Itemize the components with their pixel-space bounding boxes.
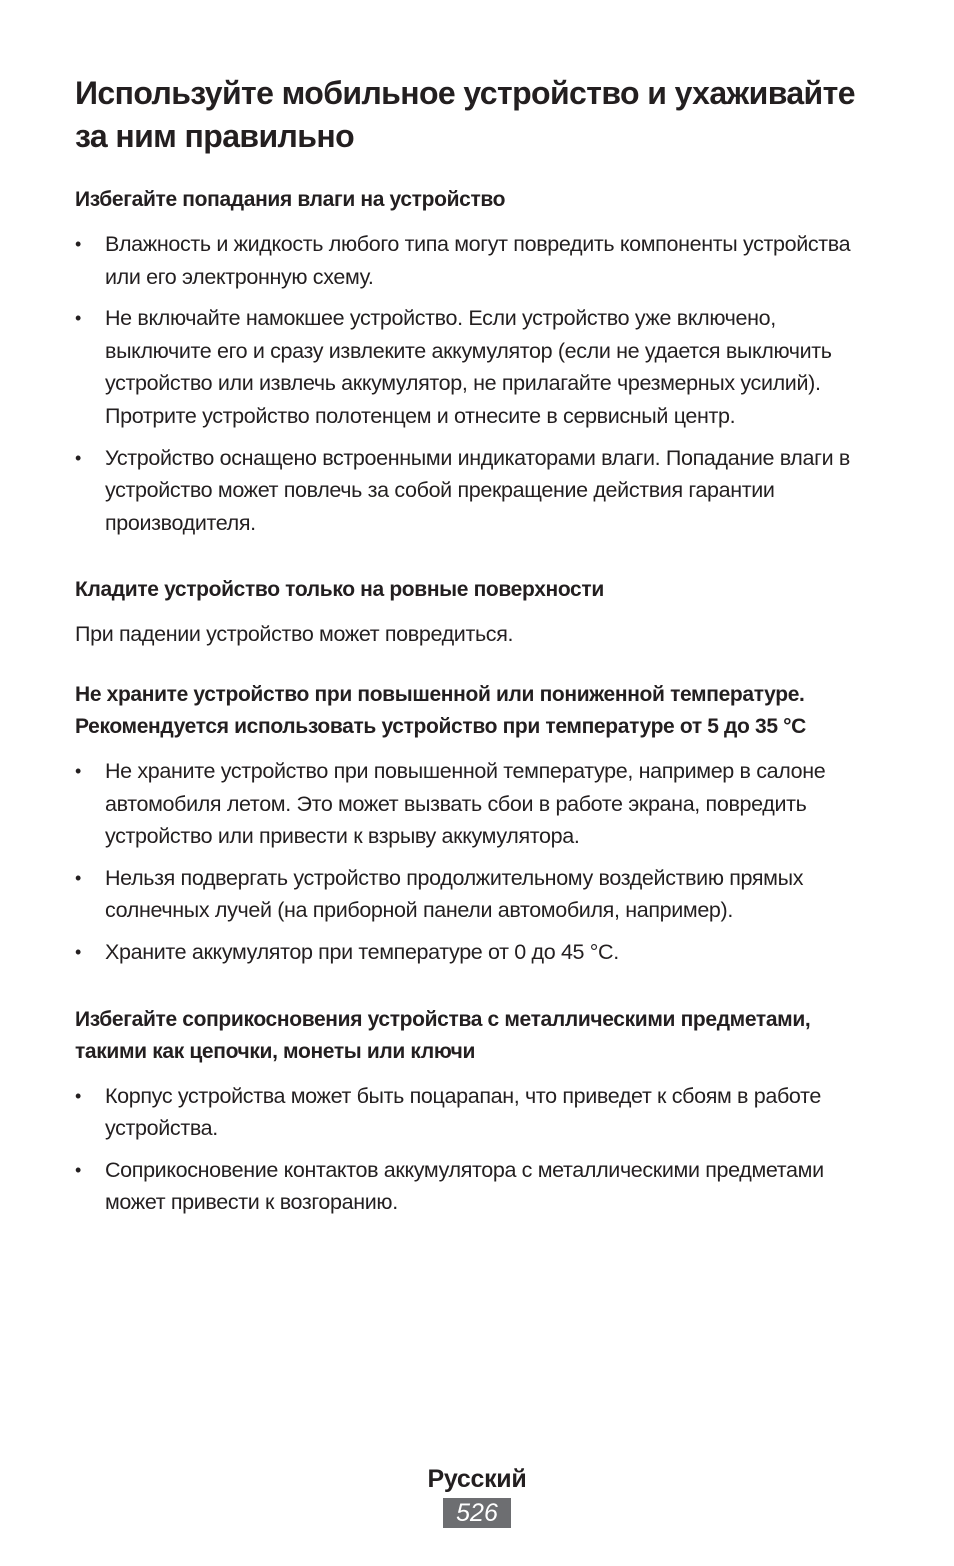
list-item-text: Нельзя подвергать устройство продолжительному воздействию прямых солнечных лучей (на приборной панели автомобиля, например). (105, 865, 804, 923)
list-item (75, 302, 875, 432)
section-flat-surface (75, 574, 875, 651)
bullet-icon: • (75, 308, 81, 329)
section-metal-objects (75, 1004, 875, 1219)
document-page (75, 72, 875, 1228)
bullet-list (75, 1080, 875, 1219)
section-heading: Избегайте попадания влаги на устройство (75, 188, 506, 211)
list-item (75, 1080, 875, 1145)
section-heading: Не храните устройство при повышенной или пониженной температуре. Рекомендуется использовать устройство при температуре от 5 до 35 °C (75, 682, 807, 738)
list-item-text: Не храните устройство при повышенной температуре, например в салоне автомобиля летом. Это может вызвать сбои в работе экрана, повредить устройство или привести к взрыву аккумулятора. (105, 758, 826, 849)
section-text: При падении устройство может повредиться. (75, 622, 514, 647)
list-item (75, 936, 875, 969)
bullet-icon: • (75, 867, 81, 888)
section-temperature (75, 679, 875, 969)
list-item-text: Не включайте намокшее устройство. Если устройство уже включено, выключите его и сразу извлеките аккумулятор (если не удается выключить устройство или извлечь аккумулятор, не прилагайте чрезмерных усилий). Протрите устройство полотенцем и отнесите в сервисный центр. (105, 306, 832, 428)
bullet-icon: • (75, 447, 81, 468)
page-title: Используйте мобильное устройство и ухаживайте за ним правильно (75, 75, 855, 154)
section-moisture (75, 184, 875, 539)
footer-language: Русский (427, 1465, 527, 1493)
section-heading: Кладите устройство только на ровные поверхности (75, 578, 604, 602)
bullet-icon: • (75, 760, 81, 781)
bullet-icon: • (75, 941, 81, 962)
list-item (75, 862, 875, 927)
list-item-text: Корпус устройства может быть поцарапан, что приведет к сбоям в работе устройства. (105, 1083, 821, 1141)
list-item (75, 228, 875, 293)
bullet-list (75, 228, 875, 539)
page-number-badge: 526 (443, 1498, 511, 1528)
list-item-text: Влажность и жидкость любого типа могут повредить компоненты устройства или его электронную схему. (105, 232, 851, 289)
list-item-text: Устройство оснащено встроенными индикаторами влаги. Попадание влаги в устройство может повлечь за собой прекращение действия гарантии производителя. (105, 445, 850, 535)
list-item-text: Соприкосновение контактов аккумулятора с металлическими предметами может привести к возгоранию. (105, 1157, 824, 1215)
list-item (75, 1154, 875, 1219)
bullet-icon: • (75, 1085, 81, 1106)
list-item (75, 755, 875, 853)
bullet-list (75, 755, 875, 969)
section-heading: Избегайте соприкосновения устройства с металлическими предметами, такими как цепочки, монеты или ключи (75, 1007, 811, 1063)
page-footer (0, 1462, 954, 1528)
list-item (75, 442, 875, 540)
list-item-text: Храните аккумулятор при температуре от 0 до 45 °C. (105, 939, 619, 964)
bullet-icon: • (75, 234, 81, 254)
bullet-icon: • (75, 1159, 81, 1180)
